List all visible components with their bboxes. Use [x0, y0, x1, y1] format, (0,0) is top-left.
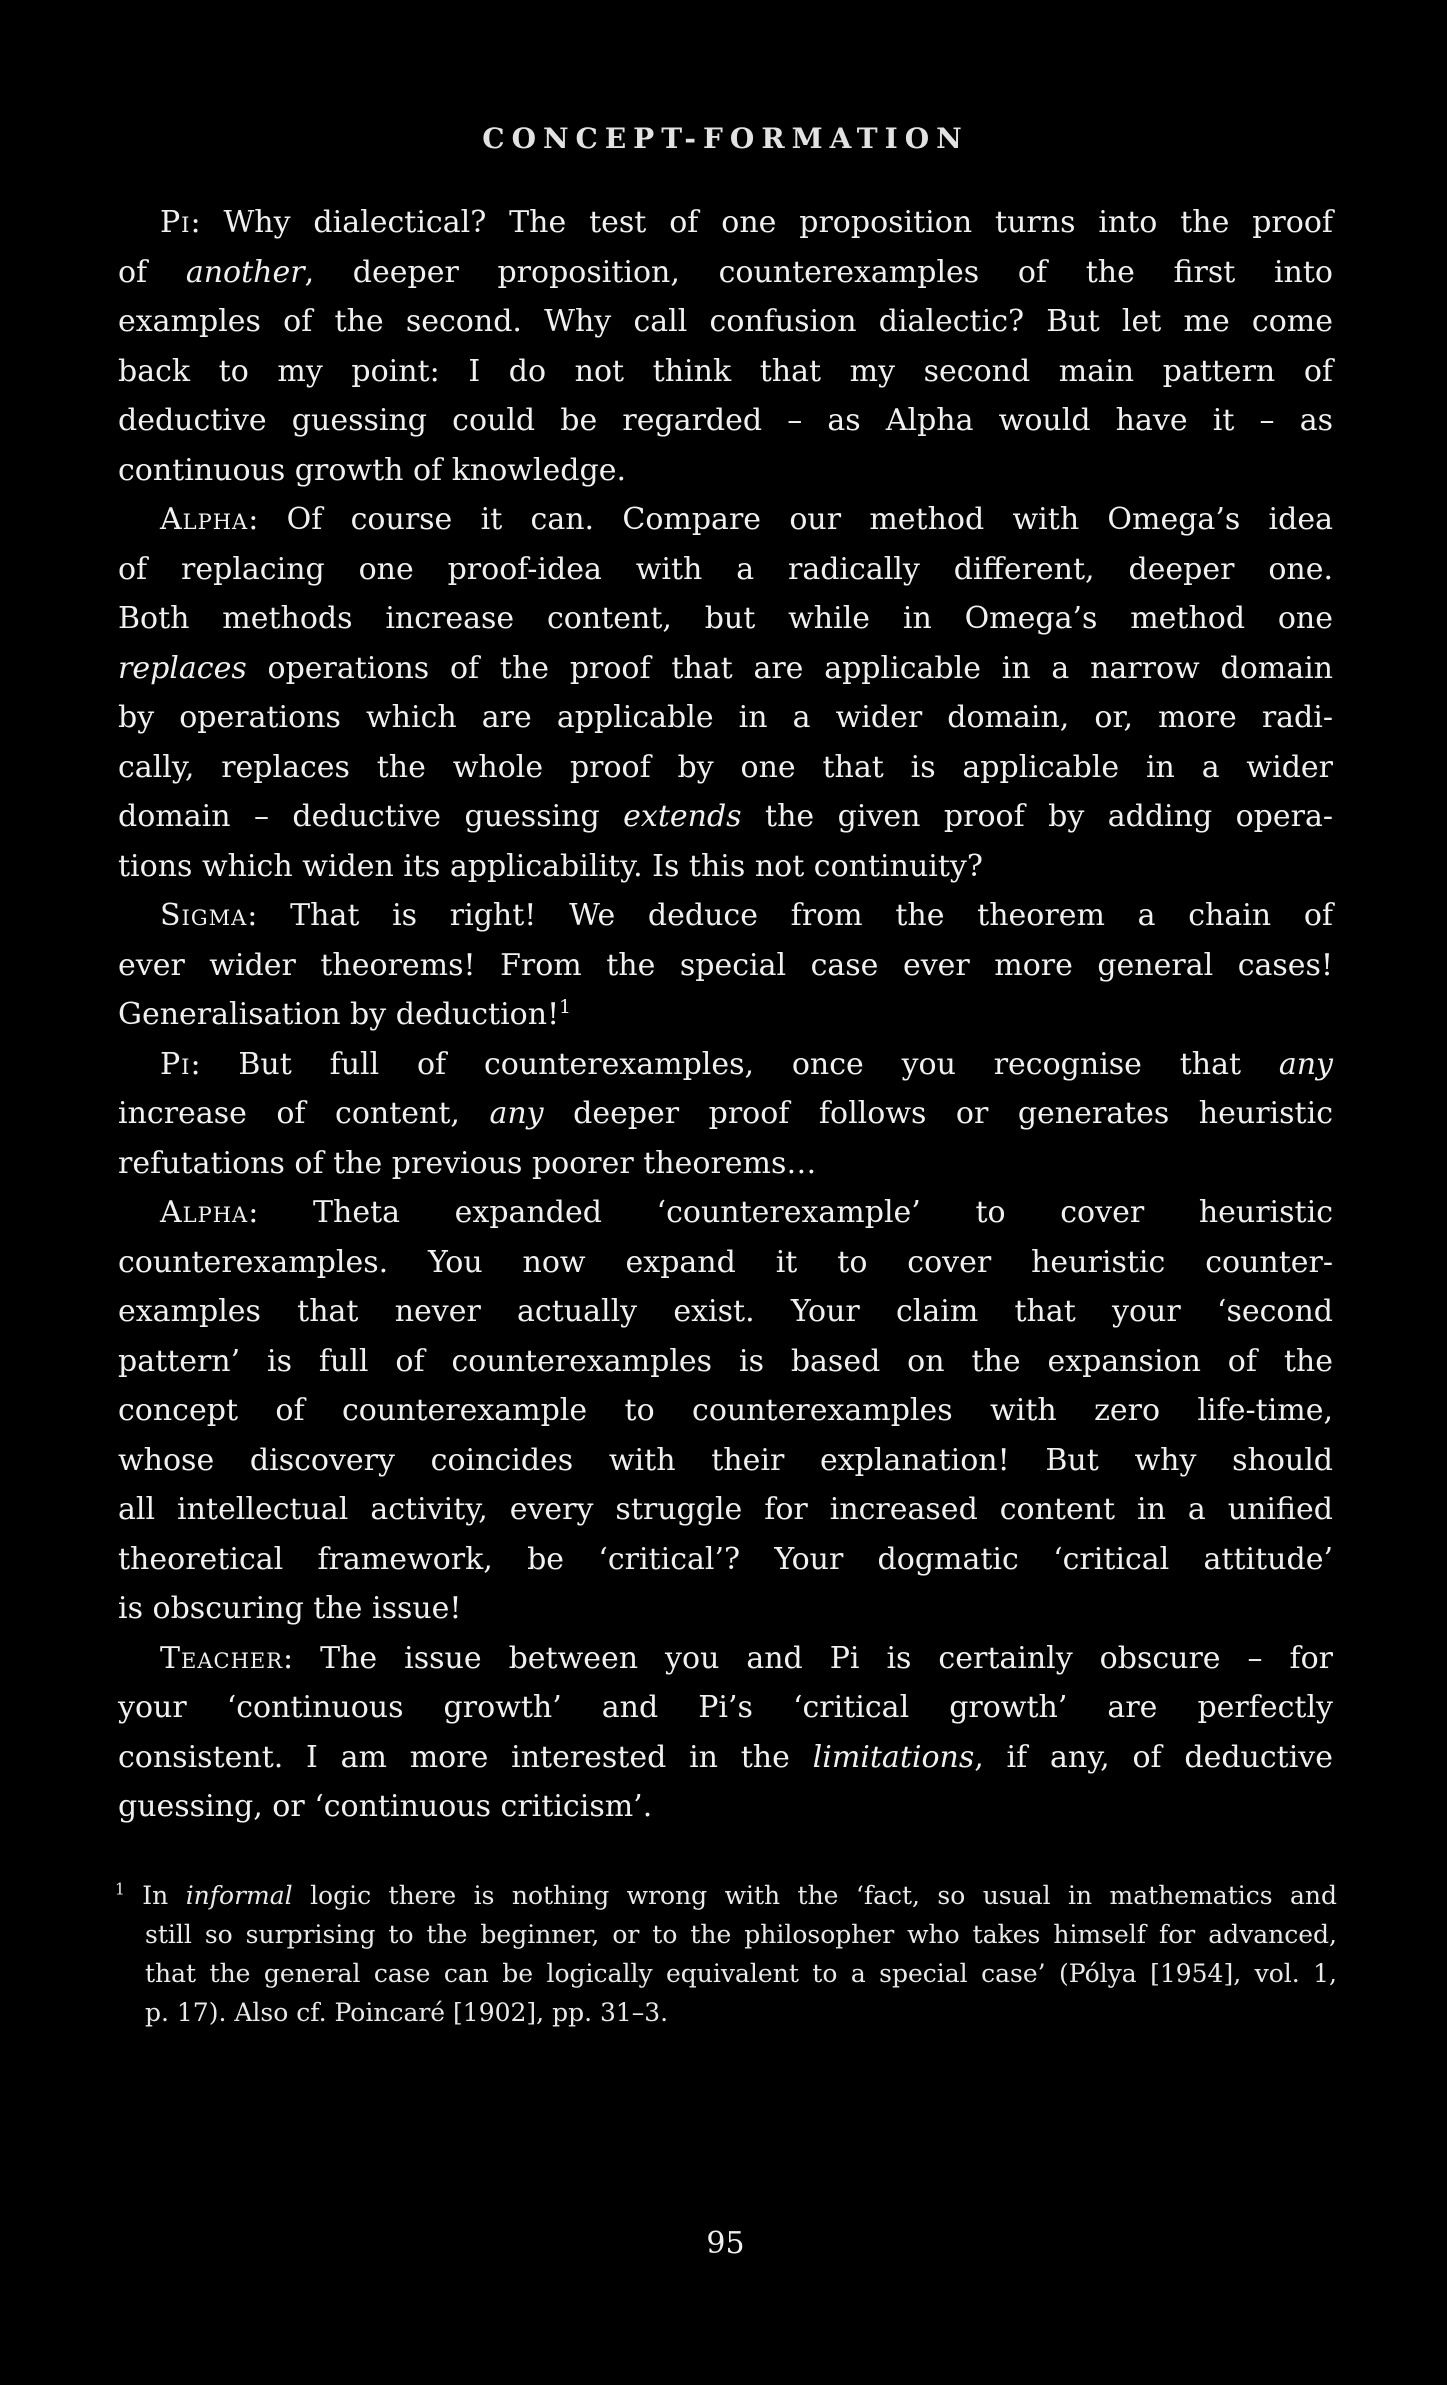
dialogue-text	[118, 198, 1333, 1832]
emphasized-text: another	[185, 254, 305, 290]
text-segment: : That is right! We deduce from the theorem a chain of	[247, 898, 1333, 933]
text-segment: : Why dialectical? The test of one proposition turns into the proof	[190, 205, 1333, 240]
text-line	[118, 347, 1333, 397]
footnote-marker: 1	[559, 997, 571, 1018]
text-line	[118, 446, 1333, 496]
emphasized-text: replaces	[118, 650, 247, 686]
text-line	[118, 1485, 1333, 1535]
dialogue-paragraph	[118, 198, 1333, 495]
emphasized-text: extends	[623, 799, 742, 834]
text-segment: theoretical framework, be ‘critical’? Your dogmatic ‘critical attitude’	[118, 1541, 1333, 1577]
text-line	[118, 693, 1333, 743]
text-segment: logic there is nothing wrong with the ‘fact, so usual in mathematics and	[292, 1881, 1337, 1910]
text-line	[118, 1040, 1333, 1090]
text-line	[118, 1535, 1333, 1585]
text-segment: refutations of the previous poorer theorems…	[118, 1145, 817, 1181]
text-line	[115, 1915, 1337, 1954]
text-segment: of replacing one proof-idea with a radically different, deeper one.	[118, 551, 1333, 587]
text-segment: ever wider theorems! From the special case ever more general cases!	[118, 947, 1333, 983]
page-number: 95	[706, 2226, 745, 2261]
text-line	[118, 842, 1333, 892]
text-segment: continuous growth of knowledge.	[118, 452, 626, 488]
text-segment: operations of the proof that are applicable in a narrow domain	[246, 650, 1333, 686]
text-segment: whose discovery coincides with their explanation! But why should	[118, 1442, 1333, 1478]
text-segment: is obscuring the issue!	[118, 1591, 462, 1626]
text-segment: domain – deductive guessing	[118, 799, 624, 834]
text-segment: by operations which are applicable in a wider domain, or, more radi-	[118, 700, 1333, 735]
text-line	[118, 1337, 1333, 1387]
text-line	[118, 1089, 1333, 1139]
emphasized-text: limitations	[812, 1739, 975, 1775]
text-line	[118, 891, 1333, 941]
text-line	[118, 743, 1333, 793]
speaker-name: Teacher	[160, 1640, 284, 1676]
text-segment: guessing, or ‘continuous criticism’.	[118, 1789, 653, 1824]
text-line	[118, 297, 1333, 347]
text-line	[118, 1782, 1333, 1832]
text-segment: , if any, of deductive	[974, 1739, 1334, 1775]
speaker-name: Pi	[160, 205, 191, 240]
text-segment: deductive guessing could be regarded – as Alpha would have it – as	[118, 403, 1333, 438]
emphasized-text: informal	[185, 1881, 293, 1910]
text-segment: p. 17). Also cf. Poincaré [1902], pp. 31–3.	[145, 1998, 669, 2027]
text-line	[115, 1954, 1337, 1993]
dialogue-paragraph	[118, 495, 1333, 891]
text-segment: : But full of counterexamples, once you recognise that	[190, 1046, 1279, 1082]
text-line	[118, 1733, 1333, 1783]
dialogue-paragraph	[118, 1634, 1333, 1832]
text-segment: of	[118, 254, 186, 290]
text-line	[118, 594, 1333, 644]
text-line	[118, 545, 1333, 595]
text-segment: : Theta expanded ‘counterexample’ to cover heuristic	[248, 1195, 1333, 1230]
text-segment: Both methods increase content, but while in Omega’s method one	[118, 601, 1333, 636]
text-line	[118, 1139, 1333, 1189]
text-segment: concept of counterexample to counterexamples with zero life-time,	[118, 1393, 1333, 1428]
emphasized-text: any	[1278, 1046, 1333, 1082]
text-line	[118, 644, 1333, 694]
speaker-name: Alpha	[160, 502, 249, 537]
dialogue-paragraph	[118, 1188, 1333, 1634]
text-line	[118, 1436, 1333, 1486]
text-segment: examples that never actually exist. Your claim that your ‘second	[118, 1294, 1333, 1329]
text-line	[118, 1287, 1333, 1337]
text-segment: that the general case can be logically equivalent to a special case’ (Pólya [1954], vol. 1,	[145, 1959, 1337, 1988]
text-line	[118, 792, 1333, 842]
text-line	[115, 1876, 1337, 1915]
text-line	[118, 990, 1333, 1040]
text-line	[118, 248, 1333, 298]
text-segment: tions which widen its applicability. Is this not continuity?	[118, 848, 983, 884]
text-line	[118, 1584, 1333, 1634]
footnote	[115, 1876, 1337, 2032]
text-segment: cally, replaces the whole proof by one that is applicable in a wider	[118, 749, 1333, 785]
speaker-name: Sigma	[160, 898, 248, 933]
emphasized-text: any	[489, 1096, 544, 1131]
running-head: CONCEPT-FORMATION	[482, 122, 969, 155]
text-line	[118, 1188, 1333, 1238]
dialogue-paragraph	[118, 891, 1333, 1040]
text-line	[118, 1683, 1333, 1733]
text-line	[118, 198, 1333, 248]
text-segment: deeper proof follows or generates heuristic	[543, 1096, 1333, 1131]
footnote-marker: 1	[115, 1880, 125, 1899]
text-segment: Generalisation by deduction!	[118, 997, 560, 1032]
dialogue-paragraph	[118, 1040, 1333, 1189]
text-segment: examples of the second. Why call confusion dialectic? But let me come	[118, 304, 1333, 339]
text-segment: , deeper proposition, counterexamples of the first into	[304, 254, 1333, 290]
text-line	[118, 1634, 1333, 1684]
text-segment: : Of course it can. Compare our method with Omega’s idea	[248, 502, 1333, 537]
text-segment: increase of content,	[118, 1096, 490, 1131]
text-line	[118, 396, 1333, 446]
text-segment: In	[124, 1881, 186, 1910]
speaker-name: Pi	[160, 1046, 191, 1082]
text-segment: counterexamples. You now expand it to cover heuristic counter-	[118, 1244, 1333, 1280]
text-segment: still so surprising to the beginner, or to the philosopher who takes himself for advanced,	[145, 1920, 1337, 1949]
text-line	[118, 941, 1333, 991]
text-line	[115, 1993, 1337, 2032]
text-line	[118, 1386, 1333, 1436]
text-segment: consistent. I am more interested in the	[118, 1739, 813, 1775]
text-line	[118, 1238, 1333, 1288]
text-segment: your ‘continuous growth’ and Pi’s ‘critical growth’ are perfectly	[118, 1690, 1333, 1725]
text-segment: pattern’ is full of counterexamples is based on the expansion of the	[118, 1343, 1333, 1379]
text-segment: the given proof by adding opera-	[741, 799, 1333, 834]
text-line	[118, 495, 1333, 545]
text-segment: all intellectual activity, every struggle for increased content in a unified	[118, 1492, 1333, 1527]
speaker-name: Alpha	[160, 1195, 249, 1230]
text-segment: : The issue between you and Pi is certainly obscure – for	[283, 1640, 1333, 1676]
text-segment: back to my point: I do not think that my second main pattern of	[118, 353, 1333, 389]
